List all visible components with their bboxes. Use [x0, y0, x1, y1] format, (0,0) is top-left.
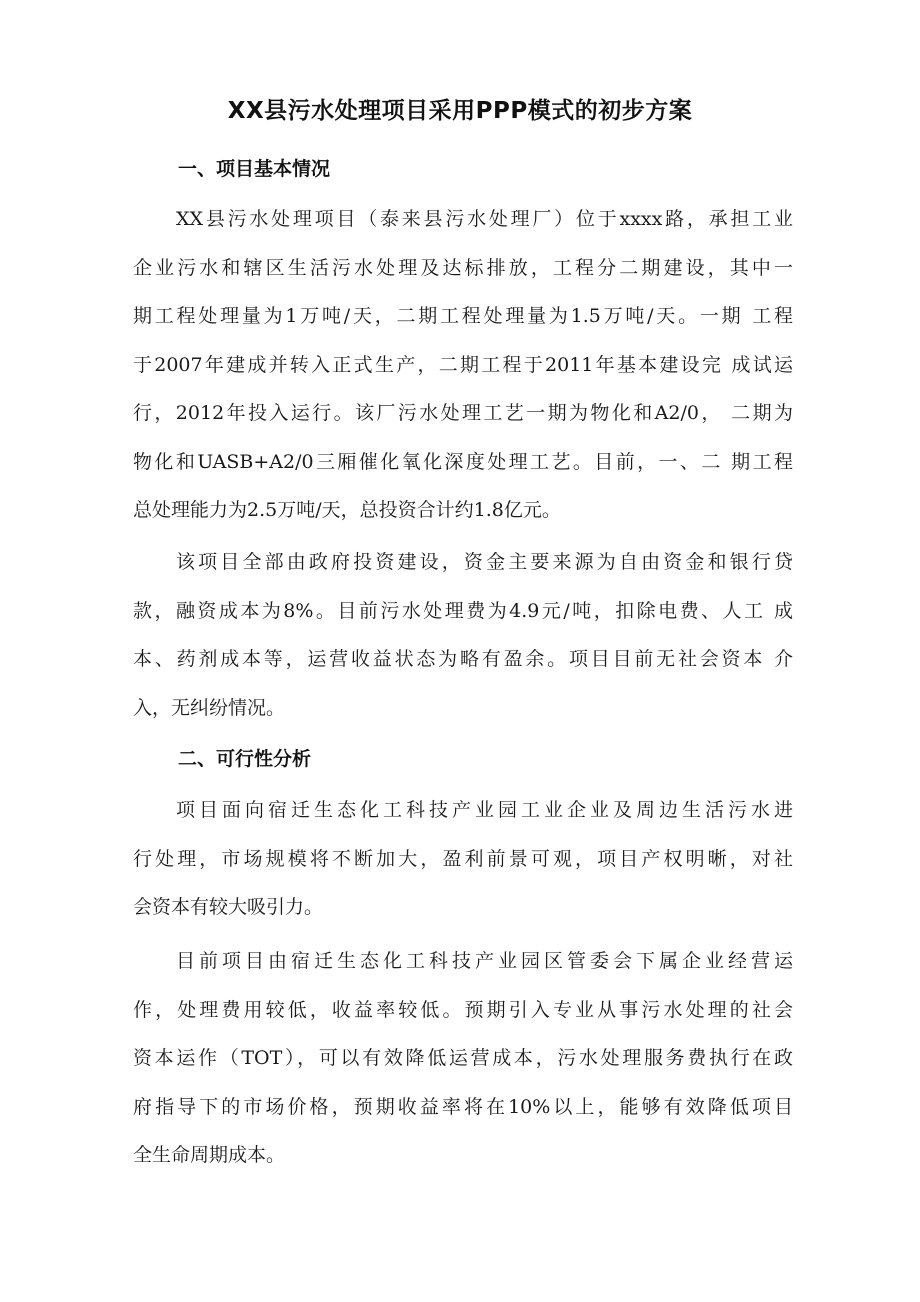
- paragraph-line: 于2007年建成并转入正式生产，二期工程于2011年基本建设完 成试运: [133, 353, 793, 376]
- paragraph-line: 企业污水和辖区生活污水处理及达标排放，工程分二期建设，其中一: [133, 256, 793, 279]
- paragraph-line: 行处理，市场规模将不断加大，盈利前景可观，项目产权明晰，对社: [133, 847, 793, 870]
- paragraph-line: 作，处理费用较低，收益率较低。预期引入专业从事污水处理的社会: [133, 998, 793, 1021]
- paragraph-line: 会资本有较大吸引力。: [133, 896, 324, 918]
- paragraph-funding: [133, 538, 793, 732]
- paragraph-line: 资本运作（TOT），可以有效降低运营成本，污水处理服务费执行在政: [133, 1047, 793, 1069]
- paragraph-line: 该项目全部由政府投资建设，资金主要来源为自由资金和银行贷: [176, 551, 793, 573]
- paragraph-line: XX县污水处理项目（泰来县污水处理厂）位于xxxx路，承担工业: [176, 208, 793, 230]
- paragraph-line: 期工程处理量为1万吨/天，二期工程处理量为1.5万吨/天。一期 工程: [133, 305, 793, 327]
- paragraph-line: 物化和UASB+A2/0三厢催化氧化深度处理工艺。目前，一、二 期工程: [133, 450, 793, 473]
- paragraph-project-overview: [133, 195, 793, 535]
- paragraph-line: 全生命周期成本。: [133, 1144, 286, 1166]
- paragraph-line: 本、药剂成本等，运营收益状态为略有盈余。项目目前无社会资本 介: [133, 648, 793, 670]
- paragraph-line: 府指导下的市场价格，预期收益率将在10%以上，能够有效降低项目: [133, 1095, 793, 1118]
- paragraph-line: 目前项目由宿迁生态化工科技产业园区管委会下属企业经营运: [176, 950, 793, 972]
- section-heading-basic-info: 一、项目基本情况: [178, 158, 331, 180]
- paragraph-operation: [133, 937, 793, 1180]
- paragraph-line: 行，2012年投入运行。该厂污水处理工艺一期为物化和A2/0， 二期为: [133, 402, 793, 424]
- paragraph-line: 项目面向宿迁生态化工科技产业园工业企业及周边生活污水进: [176, 799, 793, 821]
- paragraph-line: 入，无纠纷情况。: [133, 696, 286, 719]
- paragraph-line: 总处理能力为2.5万吨/天，总投资合计约1.8亿元。: [133, 499, 561, 521]
- section-heading-feasibility: 二、可行性分析: [178, 748, 312, 770]
- paragraph-market: [133, 786, 793, 932]
- document-title: XX县污水处理项目采用PPP模式的初步方案: [227, 98, 693, 124]
- paragraph-line: 款，融资成本为8%。目前污水处理费为4.9元/吨，扣除电费、人工 成: [133, 599, 793, 622]
